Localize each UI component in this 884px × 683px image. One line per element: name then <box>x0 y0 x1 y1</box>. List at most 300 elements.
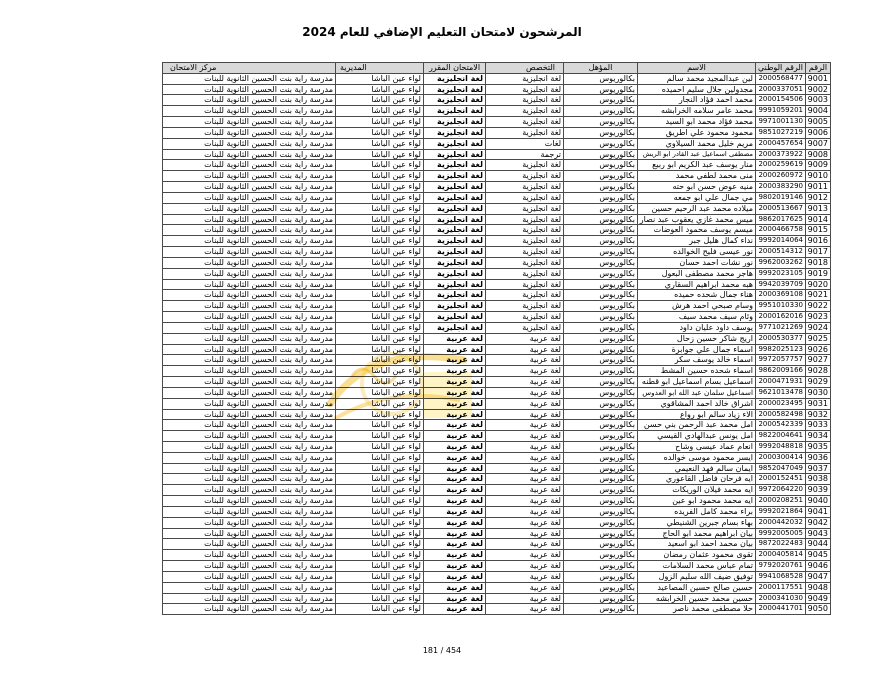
cell-exam: لغة عربية <box>423 345 485 356</box>
cell-exam: لغة عربية <box>423 464 485 475</box>
cell-directorate: لواء عين الباشا <box>335 95 423 106</box>
cell-national-id: 2000466758 <box>755 225 805 236</box>
cell-directorate: لواء عين الباشا <box>335 215 423 226</box>
cell-directorate: لواء عين الباشا <box>335 410 423 421</box>
header-name: الاسم <box>637 63 755 74</box>
cell-qualification: بكالوريوس <box>563 474 637 485</box>
candidates-table <box>162 62 831 615</box>
cell-exam: لغة انجليزية <box>423 258 485 269</box>
table-row <box>162 464 830 475</box>
cell-qualification: بكالوريوس <box>563 572 637 583</box>
cell-name: منيه عوض حسن ابو حته <box>637 182 755 193</box>
cell-exam: لغة انجليزية <box>423 182 485 193</box>
cell-directorate: لواء عين الباشا <box>335 182 423 193</box>
cell-exam: لغة انجليزية <box>423 215 485 226</box>
cell-specialization: لغة انجليزية <box>485 269 563 280</box>
cell-no: 9002 <box>805 85 830 96</box>
cell-no: 9012 <box>805 193 830 204</box>
cell-name: ايه فرحان فاضل القاعوري <box>637 474 755 485</box>
cell-specialization: لغة عربية <box>485 334 563 345</box>
cell-directorate: لواء عين الباشا <box>335 117 423 128</box>
cell-qualification: بكالوريوس <box>563 410 637 421</box>
table-row <box>162 420 830 431</box>
cell-qualification: بكالوريوس <box>563 182 637 193</box>
cell-specialization: لغة عربية <box>485 529 563 540</box>
cell-directorate: لواء عين الباشا <box>335 312 423 323</box>
cell-exam: لغة عربية <box>423 410 485 421</box>
cell-qualification: بكالوريوس <box>563 604 637 615</box>
cell-no: 9025 <box>805 334 830 345</box>
cell-directorate: لواء عين الباشا <box>335 323 423 334</box>
cell-no: 9013 <box>805 204 830 215</box>
cell-specialization: لغة انجليزية <box>485 290 563 301</box>
cell-center: مدرسة راية بنت الحسين الثانوية للبنات <box>162 301 335 312</box>
cell-no: 9022 <box>805 301 830 312</box>
cell-no: 9034 <box>805 431 830 442</box>
cell-specialization: لغة عربية <box>485 604 563 615</box>
cell-qualification: بكالوريوس <box>563 269 637 280</box>
cell-directorate: لواء عين الباشا <box>335 399 423 410</box>
cell-national-id: 2000513667 <box>755 204 805 215</box>
table-row <box>162 355 830 366</box>
cell-directorate: لواء عين الباشا <box>335 193 423 204</box>
cell-no: 9026 <box>805 345 830 356</box>
cell-specialization: لغة انجليزية <box>485 225 563 236</box>
cell-name: حلا مصطفى محمد ناصر <box>637 604 755 615</box>
table-row <box>162 215 830 226</box>
cell-qualification: بكالوريوس <box>563 150 637 161</box>
table-row <box>162 269 830 280</box>
cell-center: مدرسة راية بنت الحسين الثانوية للبنات <box>162 95 335 106</box>
table-row <box>162 529 830 540</box>
cell-center: مدرسة راية بنت الحسين الثانوية للبنات <box>162 604 335 615</box>
cell-directorate: لواء عين الباشا <box>335 171 423 182</box>
cell-no: 9018 <box>805 258 830 269</box>
cell-exam: لغة انجليزية <box>423 150 485 161</box>
table-row <box>162 95 830 106</box>
cell-center: مدرسة راية بنت الحسين الثانوية للبنات <box>162 388 335 399</box>
cell-center: مدرسة راية بنت الحسين الثانوية للبنات <box>162 345 335 356</box>
cell-exam: لغة عربية <box>423 539 485 550</box>
cell-center: مدرسة راية بنت الحسين الثانوية للبنات <box>162 377 335 388</box>
cell-national-id: 9971001130 <box>755 117 805 128</box>
cell-national-id: 2000154506 <box>755 95 805 106</box>
table-row <box>162 431 830 442</box>
cell-exam: لغة انجليزية <box>423 290 485 301</box>
cell-directorate: لواء عين الباشا <box>335 561 423 572</box>
cell-name: اسماء جمال علي جوابرة <box>637 345 755 356</box>
cell-national-id: 9771021269 <box>755 323 805 334</box>
cell-no: 9029 <box>805 377 830 388</box>
cell-qualification: بكالوريوس <box>563 225 637 236</box>
table-row <box>162 128 830 139</box>
cell-name: محمود محمود علي اطريق <box>637 128 755 139</box>
cell-exam: لغة انجليزية <box>423 171 485 182</box>
cell-name: نداء كمال هليل جبر <box>637 236 755 247</box>
cell-no: 9020 <box>805 280 830 291</box>
cell-center: مدرسة راية بنت الحسين الثانوية للبنات <box>162 485 335 496</box>
cell-qualification: بكالوريوس <box>563 215 637 226</box>
cell-qualification: بكالوريوس <box>563 355 637 366</box>
cell-center: مدرسة راية بنت الحسين الثانوية للبنات <box>162 106 335 117</box>
cell-specialization: لغة عربية <box>485 594 563 605</box>
cell-national-id: 9982025123 <box>755 345 805 356</box>
cell-exam: لغة عربية <box>423 442 485 453</box>
cell-qualification: بكالوريوس <box>563 442 637 453</box>
cell-name: اسماعيل بسام اسماعيل ابو قطنه <box>637 377 755 388</box>
cell-center: مدرسة راية بنت الحسين الثانوية للبنات <box>162 171 335 182</box>
cell-center: مدرسة راية بنت الحسين الثانوية للبنات <box>162 431 335 442</box>
cell-specialization: لغة عربية <box>485 420 563 431</box>
cell-name: محمد احمد فؤاد النجار <box>637 95 755 106</box>
cell-specialization: لغة انجليزية <box>485 117 563 128</box>
cell-name: حسين محمد حسين الخرابشه <box>637 594 755 605</box>
cell-no: 9017 <box>805 247 830 258</box>
cell-no: 9044 <box>805 539 830 550</box>
cell-directorate: لواء عين الباشا <box>335 594 423 605</box>
cell-exam: لغة انجليزية <box>423 236 485 247</box>
cell-national-id: 2000260972 <box>755 171 805 182</box>
cell-national-id: 9951010330 <box>755 301 805 312</box>
cell-no: 9015 <box>805 225 830 236</box>
cell-no: 9049 <box>805 594 830 605</box>
cell-directorate: لواء عين الباشا <box>335 345 423 356</box>
cell-specialization: لغة عربية <box>485 345 563 356</box>
cell-directorate: لواء عين الباشا <box>335 106 423 117</box>
table-row <box>162 345 830 356</box>
cell-name: امل يونس عبدالهادي القيسي <box>637 431 755 442</box>
cell-national-id: 9851027219 <box>755 128 805 139</box>
cell-no: 9038 <box>805 474 830 485</box>
cell-exam: لغة عربية <box>423 399 485 410</box>
cell-name: تقوى محمود عثمان رمضان <box>637 550 755 561</box>
cell-specialization: لغة عربية <box>485 550 563 561</box>
table-row <box>162 106 830 117</box>
cell-exam: لغة عربية <box>423 572 485 583</box>
cell-qualification: بكالوريوس <box>563 507 637 518</box>
cell-center: مدرسة راية بنت الحسين الثانوية للبنات <box>162 334 335 345</box>
cell-qualification: بكالوريوس <box>563 529 637 540</box>
cell-exam: لغة انجليزية <box>423 225 485 236</box>
cell-national-id: 2000162016 <box>755 312 805 323</box>
table-row <box>162 247 830 258</box>
cell-no: 9041 <box>805 507 830 518</box>
cell-directorate: لواء عين الباشا <box>335 290 423 301</box>
cell-qualification: بكالوريوس <box>563 236 637 247</box>
cell-name: بيان ابراهيم محمد ابو الحاج <box>637 529 755 540</box>
cell-exam: لغة انجليزية <box>423 117 485 128</box>
cell-no: 9019 <box>805 269 830 280</box>
cell-exam: لغة عربية <box>423 377 485 388</box>
cell-specialization: لغة عربية <box>485 572 563 583</box>
cell-center: مدرسة راية بنت الحسين الثانوية للبنات <box>162 442 335 453</box>
cell-national-id: 9852047049 <box>755 464 805 475</box>
cell-no: 9031 <box>805 399 830 410</box>
cell-national-id: 2000514312 <box>755 247 805 258</box>
cell-specialization: لغة انجليزية <box>485 323 563 334</box>
cell-no: 9009 <box>805 160 830 171</box>
cell-no: 9036 <box>805 453 830 464</box>
cell-center: مدرسة راية بنت الحسين الثانوية للبنات <box>162 128 335 139</box>
cell-exam: لغة انجليزية <box>423 301 485 312</box>
cell-specialization: لغة انجليزية <box>485 171 563 182</box>
cell-name: هاجر محمد مصطفى البعول <box>637 269 755 280</box>
table-header-row <box>162 63 830 74</box>
table-row <box>162 182 830 193</box>
table-row <box>162 442 830 453</box>
page-number: 181 / 454 <box>422 646 462 655</box>
cell-directorate: لواء عين الباشا <box>335 225 423 236</box>
cell-national-id: 9992014064 <box>755 236 805 247</box>
cell-specialization: لغة عربية <box>485 453 563 464</box>
cell-national-id: 9992048818 <box>755 442 805 453</box>
cell-exam: لغة عربية <box>423 604 485 615</box>
cell-qualification: بكالوريوس <box>563 117 637 128</box>
cell-center: مدرسة راية بنت الحسين الثانوية للبنات <box>162 355 335 366</box>
header-no: الرقم <box>805 63 830 74</box>
cell-national-id: 2000441701 <box>755 604 805 615</box>
cell-directorate: لواء عين الباشا <box>335 236 423 247</box>
table-row <box>162 290 830 301</box>
cell-center: مدرسة راية بنت الحسين الثانوية للبنات <box>162 85 335 96</box>
cell-national-id: 2000369108 <box>755 290 805 301</box>
table-row <box>162 572 830 583</box>
cell-national-id: 9862009166 <box>755 366 805 377</box>
cell-name: انعام عماد عيسى وشاح <box>637 442 755 453</box>
cell-name: اريج شاكر حسين زحال <box>637 334 755 345</box>
cell-specialization: لغة عربية <box>485 355 563 366</box>
cell-national-id: 2000341030 <box>755 594 805 605</box>
cell-no: 9050 <box>805 604 830 615</box>
cell-exam: لغة انجليزية <box>423 95 485 106</box>
cell-national-id: 2000405814 <box>755 550 805 561</box>
cell-qualification: بكالوريوس <box>563 301 637 312</box>
table-row <box>162 550 830 561</box>
cell-national-id: 9792020761 <box>755 561 805 572</box>
cell-directorate: لواء عين الباشا <box>335 474 423 485</box>
cell-name: ميلاده محمد عبد الرحيم حسين <box>637 204 755 215</box>
cell-directorate: لواء عين الباشا <box>335 485 423 496</box>
cell-directorate: لواء عين الباشا <box>335 453 423 464</box>
cell-no: 9011 <box>805 182 830 193</box>
cell-national-id: 2000457654 <box>755 139 805 150</box>
cell-directorate: لواء عين الباشا <box>335 258 423 269</box>
table-row <box>162 474 830 485</box>
cell-exam: لغة انجليزية <box>423 280 485 291</box>
cell-qualification: بكالوريوس <box>563 323 637 334</box>
table-row <box>162 507 830 518</box>
cell-no: 9024 <box>805 323 830 334</box>
table-row <box>162 193 830 204</box>
cell-center: مدرسة راية بنت الحسين الثانوية للبنات <box>162 182 335 193</box>
cell-exam: لغة انجليزية <box>423 323 485 334</box>
cell-national-id: 2000542339 <box>755 420 805 431</box>
cell-specialization: لغة عربية <box>485 539 563 550</box>
cell-exam: لغة عربية <box>423 334 485 345</box>
cell-directorate: لواء عين الباشا <box>335 507 423 518</box>
cell-national-id: 9872022483 <box>755 539 805 550</box>
cell-specialization: لغة عربية <box>485 399 563 410</box>
cell-national-id: 9862017625 <box>755 215 805 226</box>
cell-directorate: لواء عين الباشا <box>335 85 423 96</box>
cell-exam: لغة انجليزية <box>423 128 485 139</box>
cell-national-id: 2000208251 <box>755 496 805 507</box>
cell-center: مدرسة راية بنت الحسين الثانوية للبنات <box>162 117 335 128</box>
cell-national-id: 9992021864 <box>755 507 805 518</box>
cell-name: ايمان سالم فهد النعيمي <box>637 464 755 475</box>
cell-directorate: لواء عين الباشا <box>335 269 423 280</box>
cell-qualification: بكالوريوس <box>563 366 637 377</box>
cell-name: ايه محمد محمود ابو عين <box>637 496 755 507</box>
cell-directorate: لواء عين الباشا <box>335 529 423 540</box>
cell-specialization: لغة عربية <box>485 561 563 572</box>
cell-exam: لغة عربية <box>423 529 485 540</box>
table-row <box>162 236 830 247</box>
table-row <box>162 301 830 312</box>
table-row <box>162 539 830 550</box>
cell-qualification: بكالوريوس <box>563 377 637 388</box>
cell-name: مصطفى اسماعيل عبد القادر ابو الريش <box>637 150 755 161</box>
cell-name: الاء زياد سالم ابو رواع <box>637 410 755 421</box>
cell-directorate: لواء عين الباشا <box>335 604 423 615</box>
cell-specialization: لغة عربية <box>485 518 563 529</box>
cell-national-id: 9962003262 <box>755 258 805 269</box>
cell-no: 9040 <box>805 496 830 507</box>
table-row <box>162 280 830 291</box>
cell-name: نور نشات احمد حسان <box>637 258 755 269</box>
cell-center: مدرسة راية بنت الحسين الثانوية للبنات <box>162 550 335 561</box>
cell-directorate: لواء عين الباشا <box>335 366 423 377</box>
cell-directorate: لواء عين الباشا <box>335 464 423 475</box>
cell-national-id: 2000442032 <box>755 518 805 529</box>
cell-center: مدرسة راية بنت الحسين الثانوية للبنات <box>162 258 335 269</box>
cell-qualification: بكالوريوس <box>563 561 637 572</box>
table-row <box>162 85 830 96</box>
cell-specialization: لغة عربية <box>485 410 563 421</box>
cell-specialization: لغة انجليزية <box>485 160 563 171</box>
cell-specialization: لغة انجليزية <box>485 85 563 96</box>
cell-no: 9003 <box>805 95 830 106</box>
cell-qualification: بكالوريوس <box>563 583 637 594</box>
cell-center: مدرسة راية بنت الحسين الثانوية للبنات <box>162 247 335 258</box>
cell-name: هناء جمال شحده حميده <box>637 290 755 301</box>
cell-no: 9004 <box>805 106 830 117</box>
cell-specialization: لغة انجليزية <box>485 301 563 312</box>
header-specialization: التخصص <box>485 63 563 74</box>
table-row <box>162 583 830 594</box>
cell-exam: لغة عربية <box>423 583 485 594</box>
cell-qualification: بكالوريوس <box>563 247 637 258</box>
cell-directorate: لواء عين الباشا <box>335 139 423 150</box>
cell-national-id: 9991059201 <box>755 106 805 117</box>
cell-center: مدرسة راية بنت الحسين الثانوية للبنات <box>162 204 335 215</box>
cell-specialization: لغة انجليزية <box>485 128 563 139</box>
cell-name: اشراق خالد احمد المشاقوي <box>637 399 755 410</box>
cell-center: مدرسة راية بنت الحسين الثانوية للبنات <box>162 420 335 431</box>
cell-no: 9023 <box>805 312 830 323</box>
page-title: المرشحون لامتحان التعليم الإضافي للعام 2024 <box>302 25 582 39</box>
cell-exam: لغة انجليزية <box>423 139 485 150</box>
cell-no: 9005 <box>805 117 830 128</box>
header-center: مركز الامتحان <box>162 63 335 74</box>
cell-specialization: لغة انجليزية <box>485 312 563 323</box>
table-row <box>162 388 830 399</box>
cell-center: مدرسة راية بنت الحسين الثانوية للبنات <box>162 150 335 161</box>
cell-exam: لغة انجليزية <box>423 106 485 117</box>
cell-qualification: بكالوريوس <box>563 106 637 117</box>
cell-center: مدرسة راية بنت الحسين الثانوية للبنات <box>162 323 335 334</box>
cell-exam: لغة انجليزية <box>423 312 485 323</box>
cell-specialization: لغة عربية <box>485 583 563 594</box>
cell-specialization: لغة انجليزية <box>485 74 563 85</box>
cell-center: مدرسة راية بنت الحسين الثانوية للبنات <box>162 561 335 572</box>
cell-name: حسين صالح حسين المصاعيد <box>637 583 755 594</box>
cell-specialization: لغة انجليزية <box>485 204 563 215</box>
cell-qualification: بكالوريوس <box>563 388 637 399</box>
table-row <box>162 334 830 345</box>
cell-exam: لغة انجليزية <box>423 204 485 215</box>
cell-specialization: لغة عربية <box>485 464 563 475</box>
cell-exam: لغة انجليزية <box>423 269 485 280</box>
cell-center: مدرسة راية بنت الحسين الثانوية للبنات <box>162 518 335 529</box>
cell-national-id: 9972064220 <box>755 485 805 496</box>
cell-specialization: لغة عربية <box>485 474 563 485</box>
cell-no: 9042 <box>805 518 830 529</box>
cell-national-id: 2000152451 <box>755 474 805 485</box>
cell-specialization: لغة انجليزية <box>485 247 563 258</box>
cell-name: منى محمد لطفي محمد <box>637 171 755 182</box>
cell-center: مدرسة راية بنت الحسين الثانوية للبنات <box>162 453 335 464</box>
cell-national-id: 2000117551 <box>755 583 805 594</box>
cell-specialization: لغة عربية <box>485 366 563 377</box>
cell-no: 9021 <box>805 290 830 301</box>
cell-no: 9028 <box>805 366 830 377</box>
cell-directorate: لواء عين الباشا <box>335 247 423 258</box>
cell-directorate: لواء عين الباشا <box>335 431 423 442</box>
cell-exam: لغة عربية <box>423 420 485 431</box>
cell-national-id: 2000300414 <box>755 453 805 464</box>
cell-specialization: لغة عربية <box>485 431 563 442</box>
cell-no: 9007 <box>805 139 830 150</box>
cell-center: مدرسة راية بنت الحسين الثانوية للبنات <box>162 236 335 247</box>
cell-specialization: لغة انجليزية <box>485 215 563 226</box>
table-row <box>162 323 830 334</box>
cell-qualification: بكالوريوس <box>563 280 637 291</box>
cell-exam: لغة عربية <box>423 485 485 496</box>
cell-no: 9048 <box>805 583 830 594</box>
cell-center: مدرسة راية بنت الحسين الثانوية للبنات <box>162 399 335 410</box>
cell-directorate: لواء عين الباشا <box>335 496 423 507</box>
cell-directorate: لواء عين الباشا <box>335 539 423 550</box>
cell-national-id: 2000568477 <box>755 74 805 85</box>
table-row <box>162 485 830 496</box>
cell-qualification: بكالوريوس <box>563 128 637 139</box>
cell-national-id: 9941068528 <box>755 572 805 583</box>
header-national-id: الرقم الوطني <box>755 63 805 74</box>
cell-qualification: بكالوريوس <box>563 594 637 605</box>
cell-name: محمد عامر سلامه الخرابشه <box>637 106 755 117</box>
cell-name: نور عيسى فليح الخوالده <box>637 247 755 258</box>
cell-center: مدرسة راية بنت الحسين الثانوية للبنات <box>162 160 335 171</box>
cell-directorate: لواء عين الباشا <box>335 128 423 139</box>
cell-no: 9016 <box>805 236 830 247</box>
table-row <box>162 225 830 236</box>
cell-center: مدرسة راية بنت الحسين الثانوية للبنات <box>162 312 335 323</box>
cell-qualification: بكالوريوس <box>563 139 637 150</box>
cell-qualification: بكالوريوس <box>563 539 637 550</box>
cell-name: مجدولين جلال سليم احميده <box>637 85 755 96</box>
cell-center: مدرسة راية بنت الحسين الثانوية للبنات <box>162 507 335 518</box>
